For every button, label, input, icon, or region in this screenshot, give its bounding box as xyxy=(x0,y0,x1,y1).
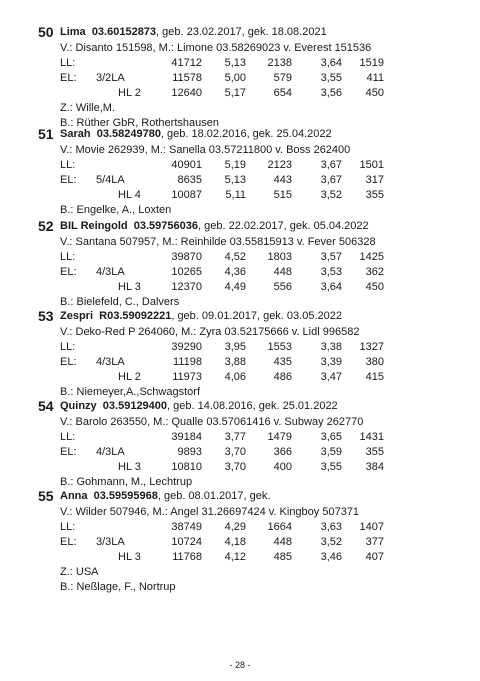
entry-header xyxy=(38,126,468,143)
entry-header xyxy=(38,398,468,415)
protein-pct: 3,55 xyxy=(320,461,342,473)
protein-pct: 3,65 xyxy=(320,431,342,443)
fat-kg: 486 xyxy=(273,371,292,383)
fat-pct: 5,00 xyxy=(224,72,246,84)
protein-kg: 411 xyxy=(366,72,384,84)
animal-name: Quinzy xyxy=(60,400,97,412)
perf-row-ll xyxy=(38,158,468,173)
entry-number: 50 xyxy=(38,24,54,40)
entry-number: 51 xyxy=(38,126,54,142)
milk-kg: 10810 xyxy=(171,461,202,473)
fat-pct: 3,95 xyxy=(224,341,246,353)
extra-line xyxy=(38,565,468,580)
entry-number: 53 xyxy=(38,308,54,324)
parents-line xyxy=(38,143,468,158)
owner-note: B.: Engelke, A., Loxten xyxy=(60,204,172,216)
fat-kg: 400 xyxy=(273,461,292,473)
fat-kg: 1803 xyxy=(267,251,292,263)
fat-pct: 4,18 xyxy=(224,536,246,548)
fat-pct: 5,19 xyxy=(224,159,246,171)
extra-line xyxy=(38,203,468,218)
fat-kg: 2123 xyxy=(267,159,292,171)
fat-pct: 5,13 xyxy=(224,57,246,69)
protein-pct: 3,47 xyxy=(320,371,342,383)
parents: V.: Santana 507957, M.: Reinhilde 03.55815913 v. Fever 506328 xyxy=(60,236,376,248)
extra-line xyxy=(38,101,468,116)
fat-pct: 5,11 xyxy=(225,189,246,201)
owner-note: B.: Neßlage, F., Nortrup xyxy=(60,581,176,593)
row-label: LL: xyxy=(60,431,76,443)
fat-kg: 515 xyxy=(273,189,292,201)
perf-row-hl xyxy=(38,460,468,475)
entry-number: 52 xyxy=(38,218,54,234)
animal-id: 03.59129400 xyxy=(102,400,168,412)
row-sub: 4/3LA xyxy=(96,266,125,278)
protein-pct: 3,64 xyxy=(320,281,342,293)
milk-kg: 39290 xyxy=(171,341,202,353)
milk-kg: 10724 xyxy=(171,536,202,548)
row-sub: 5/4LA xyxy=(96,174,125,186)
fat-kg: 435 xyxy=(273,356,292,368)
protein-pct: 3,64 xyxy=(320,57,342,69)
protein-pct: 3,67 xyxy=(320,174,342,186)
perf-row-ll xyxy=(38,56,468,71)
protein-kg: 1407 xyxy=(359,521,384,533)
milk-kg: 41712 xyxy=(171,57,202,69)
entry-number: 54 xyxy=(38,398,54,414)
fat-kg: 1553 xyxy=(267,341,292,353)
animal-id: 03.59756036 xyxy=(133,220,198,232)
protein-kg: 450 xyxy=(365,87,384,99)
fat-kg: 1479 xyxy=(267,431,292,443)
row-label: LL: xyxy=(60,159,76,171)
perf-row-hl xyxy=(38,188,468,203)
row-sub: HL 2 xyxy=(118,371,141,383)
protein-pct: 3,52 xyxy=(320,536,342,548)
row-sub: 4/3LA xyxy=(96,446,125,458)
protein-pct: 3,56 xyxy=(320,87,342,99)
row-label: LL: xyxy=(60,341,76,353)
fat-pct: 5,17 xyxy=(224,87,246,99)
fat-pct: 4,12 xyxy=(224,551,246,563)
animal-dates: , geb. 22.02.2017, gek. 05.04.2022 xyxy=(198,220,369,232)
row-label: LL: xyxy=(60,521,76,533)
milk-kg: 12640 xyxy=(171,87,202,99)
parents-line xyxy=(38,415,468,430)
fat-kg: 485 xyxy=(273,551,292,563)
protein-pct: 3,52 xyxy=(320,189,342,201)
animal-id: 03.60152873 xyxy=(91,26,157,38)
entry-55 xyxy=(38,488,468,595)
perf-row-el xyxy=(38,265,468,280)
animal-dates: , geb. 08.01.2017, gek. xyxy=(157,490,271,502)
parents-line xyxy=(38,235,468,250)
milk-kg: 39870 xyxy=(171,251,202,263)
milk-kg: 11578 xyxy=(172,72,202,84)
fat-pct: 3,70 xyxy=(224,446,246,458)
protein-pct: 3,63 xyxy=(320,521,342,533)
entry-title xyxy=(60,398,338,415)
parents-line xyxy=(38,325,468,340)
perf-row-hl xyxy=(38,370,468,385)
protein-pct: 3,59 xyxy=(320,446,342,458)
fat-kg: 556 xyxy=(273,281,292,293)
fat-kg: 579 xyxy=(273,72,292,84)
protein-kg: 1425 xyxy=(359,251,384,263)
protein-kg: 317 xyxy=(365,174,384,186)
entry-54 xyxy=(38,398,468,490)
milk-kg: 8635 xyxy=(177,174,202,186)
entry-51 xyxy=(38,126,468,218)
row-sub: HL 3 xyxy=(118,461,141,473)
perf-row-ll xyxy=(38,250,468,265)
entry-header xyxy=(38,308,468,325)
animal-name: Anna xyxy=(60,490,88,502)
milk-kg: 10087 xyxy=(171,189,202,201)
milk-kg: 11768 xyxy=(172,551,202,563)
parents-line xyxy=(38,505,468,520)
protein-kg: 380 xyxy=(365,356,384,368)
protein-kg: 450 xyxy=(365,281,384,293)
entry-number: 55 xyxy=(38,488,54,504)
parents: V.: Barolo 263550, M.: Qualle 03.57061416 v. Subway 262770 xyxy=(60,416,364,428)
entry-title xyxy=(60,488,270,505)
entry-53 xyxy=(38,308,468,400)
fat-pct: 4,52 xyxy=(224,251,246,263)
row-label: EL: xyxy=(60,356,77,368)
row-sub: 3/3LA xyxy=(96,536,125,548)
parents: V.: Wilder 507946, M.: Angel 31.26697424 v. Kingboy 507371 xyxy=(60,506,360,518)
parents: V.: Disanto 151598, M.: Limone 03.58269023 v. Everest 151536 xyxy=(60,42,372,54)
fat-kg: 448 xyxy=(273,536,292,548)
milk-kg: 9893 xyxy=(177,446,202,458)
protein-pct: 3,55 xyxy=(320,72,342,84)
row-label: EL: xyxy=(60,72,77,84)
milk-kg: 40901 xyxy=(171,159,202,171)
perf-row-ll xyxy=(38,520,468,535)
row-label: LL: xyxy=(60,57,76,69)
fat-kg: 1664 xyxy=(267,521,292,533)
animal-id: R03.59092221 xyxy=(99,310,172,322)
protein-kg: 407 xyxy=(365,551,384,563)
perf-row-ll xyxy=(38,430,468,445)
milk-kg: 11973 xyxy=(172,371,202,383)
entry-50 xyxy=(38,24,468,131)
fat-pct: 3,88 xyxy=(224,356,246,368)
milk-kg: 10265 xyxy=(171,266,202,278)
protein-kg: 362 xyxy=(365,266,384,278)
animal-name: BIL Reingold xyxy=(60,220,128,232)
milk-kg: 12370 xyxy=(171,281,202,293)
fat-kg: 443 xyxy=(273,174,292,186)
fat-pct: 4,29 xyxy=(224,521,246,533)
animal-name: Sarah xyxy=(60,128,91,140)
protein-kg: 384 xyxy=(365,461,384,473)
fat-pct: 5,13 xyxy=(224,174,246,186)
animal-name: Lima xyxy=(60,26,86,38)
animal-dates: , geb. 23.02.2017, gek. 18.08.2021 xyxy=(156,26,327,38)
parents: V.: Movie 262939, M.: Sanella 03.57211800 v. Boss 262400 xyxy=(60,144,351,156)
parents-line xyxy=(38,41,468,56)
breeder-note: Z.: Wille,M. xyxy=(60,102,115,114)
fat-pct: 4,36 xyxy=(224,266,246,278)
entry-header xyxy=(38,218,468,235)
row-sub: HL 3 xyxy=(118,281,141,293)
owner-note: B.: Gohmann, M., Lechtrup xyxy=(60,476,193,488)
perf-row-hl xyxy=(38,280,468,295)
entry-header xyxy=(38,24,468,41)
row-label: EL: xyxy=(60,266,77,278)
animal-dates: , geb. 18.02.2016, gek. 25.04.2022 xyxy=(160,128,332,140)
perf-row-el xyxy=(38,71,468,86)
protein-kg: 1327 xyxy=(359,341,384,353)
fat-pct: 4,49 xyxy=(224,281,246,293)
entry-52 xyxy=(38,218,468,310)
row-label: EL: xyxy=(60,536,77,548)
row-sub: 3/2LA xyxy=(96,72,125,84)
protein-kg: 415 xyxy=(365,371,384,383)
protein-pct: 3,67 xyxy=(320,159,342,171)
protein-pct: 3,38 xyxy=(320,341,342,353)
fat-kg: 366 xyxy=(273,446,292,458)
protein-pct: 3,57 xyxy=(320,251,342,263)
protein-pct: 3,39 xyxy=(320,356,342,368)
entry-title xyxy=(60,126,332,143)
fat-kg: 448 xyxy=(273,266,292,278)
parents: V.: Deko-Red P 264060, M.: Zyra 03.52175666 v. Lidl 996582 xyxy=(60,326,360,338)
fat-kg: 2138 xyxy=(267,57,292,69)
protein-kg: 1501 xyxy=(359,159,384,171)
fat-kg: 654 xyxy=(273,87,292,99)
extra-line xyxy=(38,580,468,595)
entry-title xyxy=(60,308,342,325)
breeder-note: Z.: USA xyxy=(60,566,99,578)
animal-dates: , geb. 14.08.2016, gek. 25.01.2022 xyxy=(167,400,338,412)
row-sub: 4/3LA xyxy=(96,356,125,368)
milk-kg: 11198 xyxy=(173,356,202,368)
protein-pct: 3,53 xyxy=(320,266,342,278)
protein-kg: 1519 xyxy=(359,57,384,69)
fat-pct: 4,06 xyxy=(224,371,246,383)
entry-title xyxy=(60,24,327,41)
animal-name: Zespri xyxy=(60,310,94,322)
animal-id: 03.59595968 xyxy=(93,490,158,502)
protein-kg: 1431 xyxy=(359,431,384,443)
fat-pct: 3,70 xyxy=(224,461,246,473)
fat-pct: 3,77 xyxy=(224,431,246,443)
perf-row-el xyxy=(38,445,468,460)
row-sub: HL 4 xyxy=(118,189,141,201)
perf-row-el xyxy=(38,355,468,370)
protein-pct: 3,46 xyxy=(320,551,342,563)
row-sub: HL 2 xyxy=(118,87,141,99)
milk-kg: 39184 xyxy=(171,431,202,443)
row-label: EL: xyxy=(60,446,77,458)
perf-row-el xyxy=(38,173,468,188)
row-label: LL: xyxy=(60,251,76,263)
perf-row-el xyxy=(38,535,468,550)
animal-dates: , geb. 09.01.2017, gek. 03.05.2022 xyxy=(171,310,342,322)
page-number: - 28 - xyxy=(229,660,251,670)
protein-kg: 355 xyxy=(365,446,384,458)
owner-note: B.: Niemeyer,A.,Schwagstorf xyxy=(60,386,200,398)
owner-note: B.: Bielefeld, C., Dalvers xyxy=(60,296,180,308)
protein-kg: 355 xyxy=(365,189,384,201)
entry-title xyxy=(60,218,369,235)
row-sub: HL 3 xyxy=(118,551,141,563)
perf-row-ll xyxy=(38,340,468,355)
row-label: EL: xyxy=(60,174,77,186)
protein-kg: 377 xyxy=(365,536,384,548)
entry-header xyxy=(38,488,468,505)
animal-id: 03.58249780 xyxy=(96,128,161,140)
milk-kg: 38749 xyxy=(171,521,202,533)
perf-row-hl xyxy=(38,86,468,101)
perf-row-hl xyxy=(38,550,468,565)
owner-note: B.: Rüther GbR, Rothertshausen xyxy=(60,117,219,129)
